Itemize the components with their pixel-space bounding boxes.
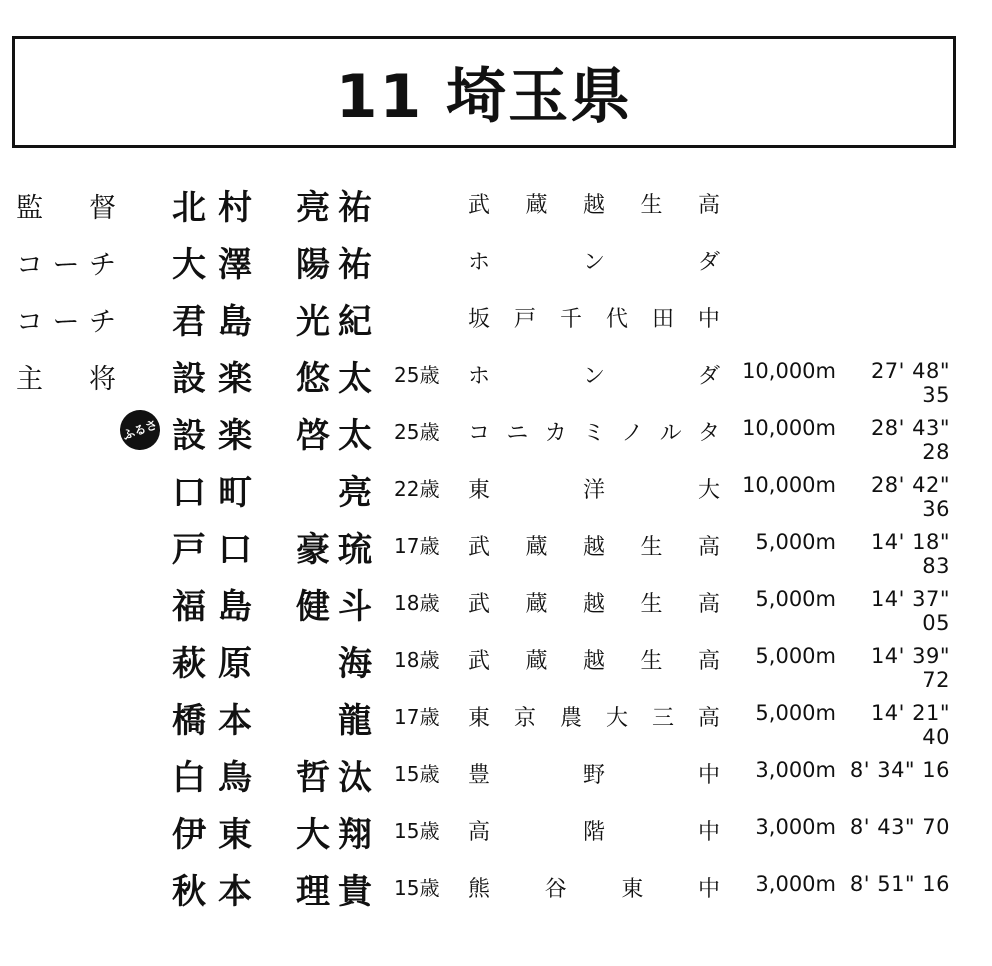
affiliation: ホ ン ダ [468, 364, 720, 389]
roster-row [0, 742, 992, 799]
roster-row [0, 628, 992, 692]
given-name: 龍 [338, 701, 372, 741]
given-name: 健 斗 [296, 587, 372, 627]
best-time: 8' 34" 16 [849, 758, 950, 782]
role-label: コ ー チ [16, 307, 116, 338]
best-time: 8' 51" 16 [849, 872, 950, 896]
event-distance: 5,000m [755, 587, 836, 611]
roster-row [0, 172, 992, 229]
age: 15歳 [394, 762, 440, 786]
affiliation: 武 蔵 越 生 高 [468, 592, 720, 617]
age: 17歳 [394, 705, 440, 729]
given-name: 啓 太 [296, 416, 372, 456]
age: 18歳 [394, 648, 440, 672]
age: 22歳 [394, 477, 440, 501]
affiliation: ホ ン ダ [468, 250, 720, 275]
affiliation: 武 蔵 越 生 高 [468, 193, 720, 218]
given-name: 悠 太 [296, 359, 372, 399]
roster-list [0, 172, 992, 913]
affiliation: 高 階 中 [468, 820, 720, 845]
best-time: 27' 48" 35 [870, 359, 950, 407]
family-name: 萩 原 [172, 644, 252, 684]
family-name: 君 島 [172, 302, 252, 342]
event-distance: 3,000m [755, 872, 836, 896]
roster-row [0, 229, 992, 286]
affiliation: 武 蔵 越 生 高 [468, 649, 720, 674]
affiliation: 坂 戸 千 代 田 中 [468, 307, 720, 332]
roster-row [0, 400, 992, 477]
age: 25歳 [394, 420, 440, 444]
family-name: 北 村 [172, 188, 252, 228]
given-name: 豪 琉 [296, 530, 372, 570]
roster-row [0, 286, 992, 343]
role-label: 監 督 [16, 193, 116, 224]
family-name: 秋 本 [172, 872, 252, 912]
event-distance: 3,000m [755, 815, 836, 839]
role-label: 主 将 [16, 364, 116, 395]
age: 25歳 [394, 363, 440, 387]
given-name: 光 紀 [296, 302, 372, 342]
best-time: 14' 39" 72 [870, 644, 950, 692]
roster-row [0, 343, 992, 407]
given-name: 亮 [338, 473, 372, 513]
family-name: 戸 口 [172, 530, 252, 570]
family-name: 伊 東 [172, 815, 252, 855]
family-name: 橋 本 [172, 701, 252, 741]
given-name: 哲 汰 [296, 758, 372, 798]
best-time: 14' 21" 40 [870, 701, 950, 749]
family-name: 設 楽 [172, 416, 252, 456]
family-name: 口 町 [172, 473, 252, 513]
event-distance: 3,000m [755, 758, 836, 782]
title-box [12, 36, 956, 148]
affiliation: 熊 谷 東 中 [468, 877, 720, 902]
event-distance: 5,000m [755, 644, 836, 668]
page-title: 11 埼玉県 [335, 62, 633, 132]
age: 17歳 [394, 534, 440, 558]
affiliation: 豊 野 中 [468, 763, 720, 788]
best-time: 28' 43" 28 [870, 416, 950, 464]
roster-row [0, 856, 992, 913]
affiliation: コ ニ カ ミ ノ ル タ [468, 421, 720, 446]
event-distance: 5,000m [755, 701, 836, 725]
age: 15歳 [394, 876, 440, 900]
event-distance: 10,000m [742, 416, 836, 440]
event-distance: 10,000m [742, 359, 836, 383]
roster-row [0, 514, 992, 578]
given-name: 海 [338, 644, 372, 684]
given-name: 亮 祐 [296, 188, 372, 228]
family-name: 大 澤 [172, 245, 252, 285]
roster-row [0, 685, 992, 749]
best-time: 14' 37" 05 [870, 587, 950, 635]
roster-row [0, 571, 992, 635]
role-label: コ ー チ [16, 250, 116, 281]
roster-row [0, 799, 992, 856]
given-name: 理 貴 [296, 872, 372, 912]
family-name: 福 島 [172, 587, 252, 627]
furusato-badge: ふるさと [114, 404, 165, 455]
age: 15歳 [394, 819, 440, 843]
affiliation: 東 京 農 大 三 高 [468, 706, 720, 731]
family-name: 白 鳥 [172, 758, 252, 798]
roster-row [0, 457, 992, 521]
given-name: 陽 祐 [296, 245, 372, 285]
age: 18歳 [394, 591, 440, 615]
family-name: 設 楽 [172, 359, 252, 399]
best-time: 14' 18" 83 [870, 530, 950, 578]
affiliation: 東 洋 大 [468, 478, 720, 503]
best-time: 8' 43" 70 [849, 815, 950, 839]
event-distance: 10,000m [742, 473, 836, 497]
given-name: 大 翔 [296, 815, 372, 855]
event-distance: 5,000m [755, 530, 836, 554]
affiliation: 武 蔵 越 生 高 [468, 535, 720, 560]
best-time: 28' 42" 36 [870, 473, 950, 521]
